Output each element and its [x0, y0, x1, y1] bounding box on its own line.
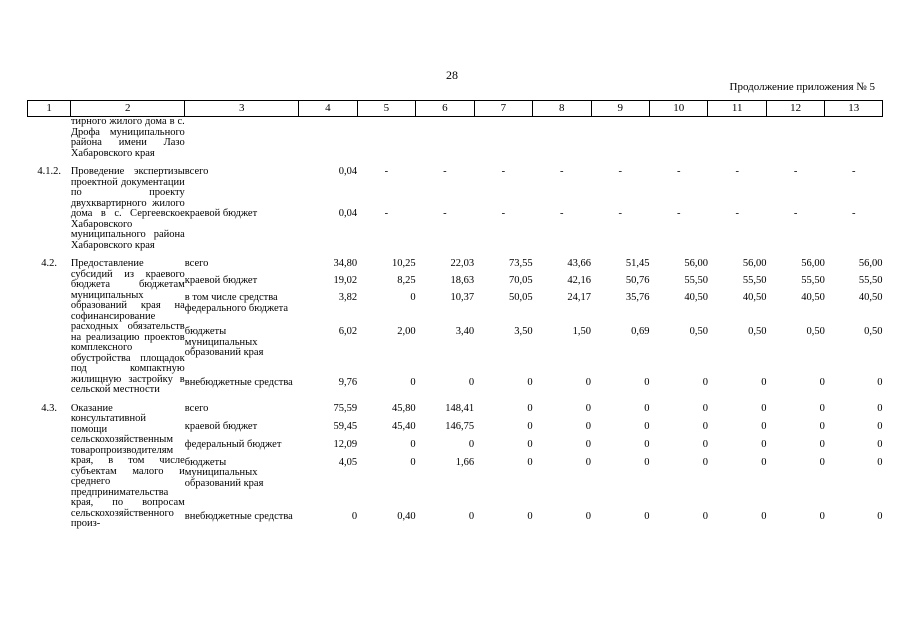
value-cell: 0,50 [689, 326, 708, 338]
table-row [28, 404, 883, 422]
column-header: 3 [185, 101, 299, 117]
funding-source: всего [184, 258, 209, 269]
column-header: 8 [533, 101, 591, 117]
value-cell: 0 [761, 420, 767, 432]
value-cell: 0 [410, 438, 416, 450]
value-cell: 0 [761, 438, 767, 450]
value-cell: 18,63 [450, 275, 475, 287]
value-cell: 0,04 [338, 166, 358, 177]
value-cell: 3,40 [455, 326, 475, 338]
value-cell: 0 [527, 420, 533, 432]
value-cell: 0 [644, 510, 650, 522]
value-cell: 73,55 [508, 258, 533, 269]
value-cell: - [501, 166, 506, 177]
column-header: 10 [650, 101, 708, 117]
section-number: 4.3. [41, 402, 58, 414]
value-cell: - [851, 208, 856, 219]
value-cell: 24,17 [567, 292, 592, 304]
section-number: 4.1.2. [37, 166, 61, 177]
value-cell: - [384, 208, 389, 219]
value-cell: 56,00 [742, 258, 767, 269]
value-cell: 42,16 [567, 275, 592, 287]
value-cell: 70,05 [508, 275, 533, 287]
value-cell: 0 [410, 292, 416, 304]
value-cell: 40,50 [742, 292, 767, 304]
value-cell: 0 [877, 456, 883, 468]
column-header: 11 [708, 101, 766, 117]
column-header-row [28, 101, 883, 117]
value-cell: 0 [877, 438, 883, 450]
value-cell: 0 [761, 402, 767, 414]
column-header: 9 [591, 101, 649, 117]
value-cell: 50,05 [508, 292, 533, 304]
value-cell: 0 [819, 402, 825, 414]
funding-source: внебюджетные средства [184, 377, 293, 389]
value-cell: 3,82 [338, 292, 358, 304]
value-cell: 0 [819, 420, 825, 432]
carryover-row [28, 117, 883, 160]
value-cell: 19,02 [333, 275, 358, 287]
column-header: 7 [474, 101, 532, 117]
value-cell: 6,02 [338, 326, 358, 338]
value-cell: 0 [585, 420, 592, 432]
column-header: 13 [825, 101, 883, 117]
value-cell: 0 [527, 510, 533, 522]
value-cell: 0 [877, 377, 883, 389]
table-body [28, 117, 883, 530]
value-cell: 0 [468, 377, 475, 389]
value-cell: 0 [761, 510, 767, 522]
value-cell: 0 [468, 438, 475, 450]
value-cell: 51,45 [625, 258, 650, 269]
value-cell: - [443, 208, 447, 219]
value-cell: 0 [585, 438, 592, 450]
value-cell: 55,50 [858, 275, 883, 287]
value-cell: 9,76 [338, 377, 358, 389]
carryover-text: тирного жилого дома в с. Дрофа муниципального района имени Лазо Хабаровского края [70, 116, 185, 159]
value-cell: 0 [527, 456, 533, 468]
funding-source: внебюджетные средства [184, 510, 293, 522]
value-cell: 0,50 [864, 326, 883, 338]
continuation-note: Продолжение приложения № 5 [729, 81, 875, 93]
value-cell: 0 [877, 510, 883, 522]
value-cell: 50,76 [625, 275, 650, 287]
value-cell: 56,00 [858, 258, 883, 269]
value-cell: 146,75 [445, 420, 475, 432]
page-number: 28 [446, 68, 458, 82]
funding-source: бюджеты муниципальных образований края [184, 326, 264, 359]
value-cell: 0 [702, 377, 708, 389]
value-cell: 0 [644, 402, 650, 414]
value-cell: 0 [819, 377, 825, 389]
section-number: 4.2. [41, 258, 58, 269]
value-cell: 3,50 [514, 326, 533, 338]
value-cell: 0 [702, 438, 708, 450]
value-cell: 0 [351, 510, 358, 522]
value-cell: 34,80 [333, 258, 358, 269]
section-description: Проведение экспертизы проектной документации по проекту двухквартирного жилого дома в с. Сергеевское Хабаровского муниципального района Хабаровского края [70, 166, 185, 251]
table-row [28, 259, 883, 276]
value-cell: - [735, 208, 739, 219]
value-cell: 0,50 [748, 326, 767, 338]
value-cell: 22,03 [450, 258, 475, 269]
value-cell: 10,25 [392, 258, 416, 269]
section-description: Предоставление субсидий из краевого бюджета бюджетам муниципальных образований края на софинансирование расходных обязательств на реализацию проектов комплексного обустройства площадок под компактную жилищную застройку в сельской местности [70, 258, 185, 395]
value-cell: - [384, 166, 389, 177]
value-cell: 35,76 [625, 292, 650, 304]
value-cell: 55,50 [801, 275, 825, 287]
value-cell: 0 [644, 456, 650, 468]
column-header: 5 [357, 101, 415, 117]
value-cell: 0 [702, 420, 708, 432]
funding-source: федеральный бюджет [184, 438, 282, 450]
value-cell: 59,45 [333, 420, 358, 432]
value-cell: 0 [702, 510, 708, 522]
value-cell: 4,05 [338, 456, 358, 468]
value-cell: 0 [877, 402, 883, 414]
value-cell: 0 [585, 402, 592, 414]
value-cell: 0,40 [397, 510, 416, 522]
funding-source: краевой бюджет [184, 275, 258, 287]
value-cell: 0 [702, 456, 708, 468]
value-cell: 148,41 [445, 402, 475, 414]
value-cell: - [560, 166, 564, 177]
value-cell: 0 [644, 438, 650, 450]
value-cell: - [501, 208, 506, 219]
value-cell: 0 [585, 456, 592, 468]
value-cell: - [793, 166, 798, 177]
value-cell: - [851, 166, 856, 177]
funding-source: всего [184, 166, 209, 177]
value-cell: - [735, 166, 739, 177]
value-cell: 8,25 [397, 275, 416, 287]
value-cell: 0,04 [338, 208, 358, 219]
value-cell: 1,50 [572, 326, 592, 338]
value-cell: 0 [644, 420, 650, 432]
value-cell: 0 [410, 377, 416, 389]
value-cell: 0 [585, 510, 592, 522]
value-cell: 10,37 [450, 292, 475, 304]
value-cell: 0 [527, 438, 533, 450]
funding-source: бюджеты муниципальных образований края [184, 456, 264, 489]
value-cell: 56,00 [684, 258, 708, 269]
value-cell: 0 [410, 456, 416, 468]
funding-source: краевой бюджет [184, 208, 258, 219]
value-cell: 0 [644, 377, 650, 389]
value-cell: 40,50 [801, 292, 825, 304]
value-cell: 43,66 [567, 258, 592, 269]
value-cell: 45,80 [392, 402, 416, 414]
value-cell: 0 [819, 510, 825, 522]
value-cell: 0 [527, 402, 533, 414]
value-cell: 75,59 [333, 402, 358, 414]
appendix-table [27, 100, 883, 530]
value-cell: 1,66 [455, 456, 475, 468]
value-cell: 56,00 [801, 258, 825, 269]
value-cell: 0 [702, 402, 708, 414]
value-cell: - [793, 208, 798, 219]
value-cell: - [618, 208, 623, 219]
value-cell: 45,40 [392, 420, 416, 432]
value-cell: 0 [761, 377, 767, 389]
value-cell: - [560, 208, 564, 219]
value-cell: 0,50 [806, 326, 825, 338]
value-cell: - [443, 166, 447, 177]
value-cell: - [676, 166, 681, 177]
value-cell: 55,50 [742, 275, 767, 287]
value-cell: 0 [877, 420, 883, 432]
column-header: 4 [299, 101, 357, 117]
value-cell: 12,09 [333, 438, 358, 450]
value-cell: - [676, 208, 681, 219]
column-header: 1 [28, 101, 71, 117]
column-header: 12 [766, 101, 824, 117]
value-cell: 0 [468, 510, 475, 522]
table-row [28, 167, 883, 209]
value-cell: 0,69 [631, 326, 650, 338]
value-cell: 2,00 [397, 326, 416, 338]
value-cell: 40,50 [684, 292, 708, 304]
value-cell: 0 [761, 456, 767, 468]
value-cell: 40,50 [858, 292, 883, 304]
value-cell: 0 [819, 438, 825, 450]
value-cell: 0 [819, 456, 825, 468]
funding-source: краевой бюджет [184, 420, 258, 432]
value-cell: 0 [585, 377, 592, 389]
value-cell: - [618, 166, 623, 177]
section-description: Оказание консультативной помощи сельскохозяйственным товаропроизводителям края, в том числе субъектам малого и среднего предпринимательства края, по вопросам сельскохозяйственного произ- [70, 402, 185, 529]
column-header: 6 [416, 101, 474, 117]
column-header: 2 [71, 101, 185, 117]
value-cell: 55,50 [684, 275, 708, 287]
funding-source: всего [184, 402, 209, 414]
funding-source: в том числе средства федерального бюджета [184, 292, 289, 314]
value-cell: 0 [527, 377, 533, 389]
